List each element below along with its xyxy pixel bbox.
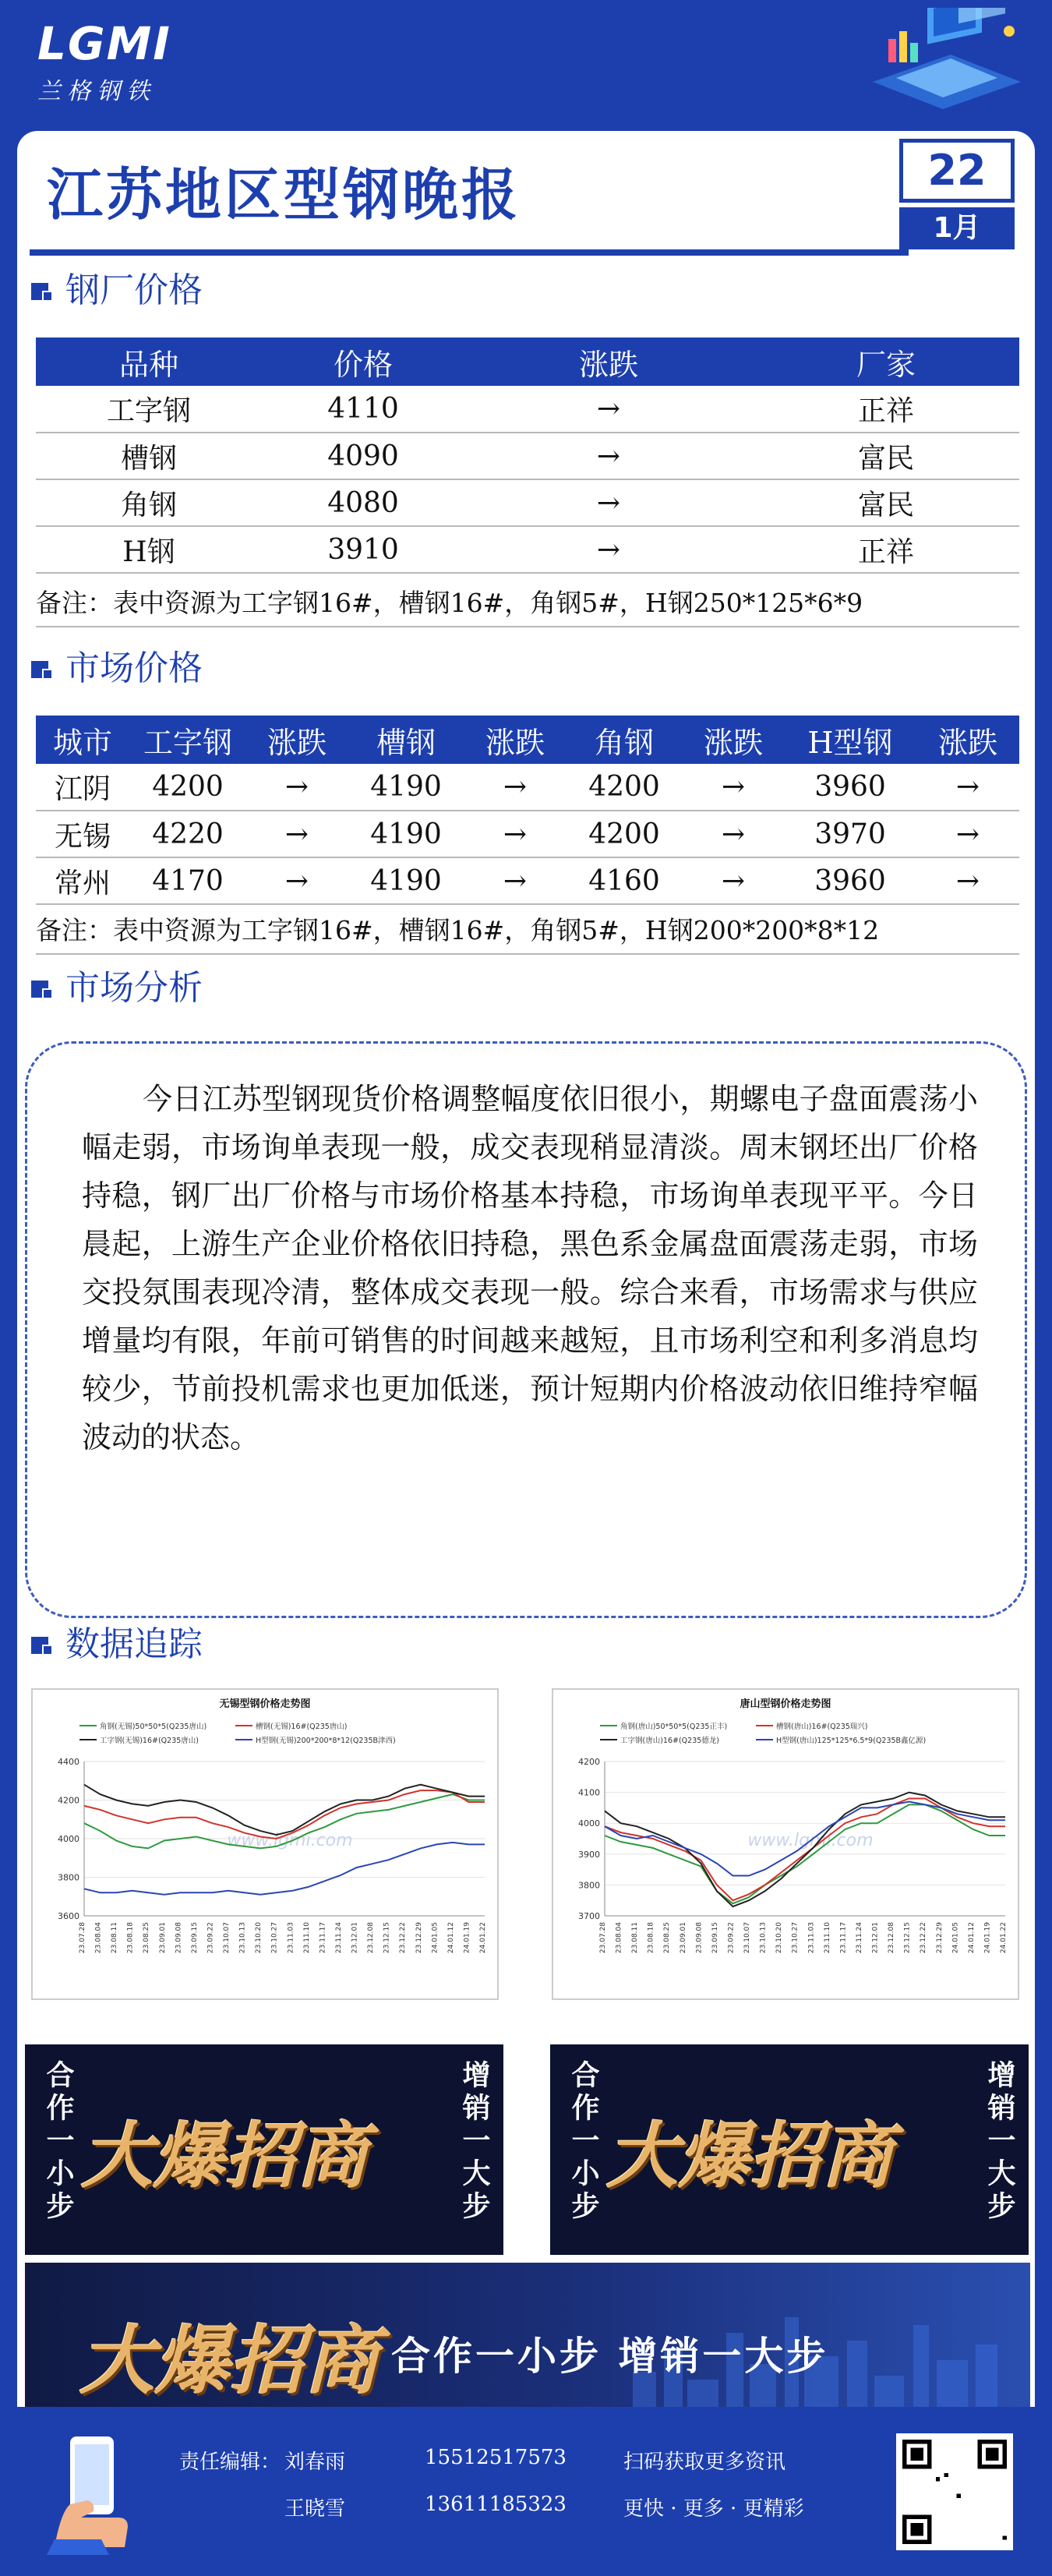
x-tick-label: 23.11.03	[287, 1922, 295, 1954]
y-tick-label: 3700	[578, 1911, 600, 1921]
promo-headline: 大爆招商	[606, 2114, 894, 2198]
table-cell: 4190	[348, 764, 464, 811]
hand-phone-icon	[47, 2430, 140, 2555]
table-cell: →	[464, 811, 566, 857]
report-panel	[17, 131, 1035, 2407]
y-tick-label: 4100	[578, 1787, 600, 1798]
x-tick-label: 24.01.12	[967, 1922, 976, 1954]
table-cell: →	[464, 479, 753, 526]
table-cell: →	[916, 764, 1019, 811]
table-cell: 3960	[784, 857, 916, 904]
x-tick-label: 23.10.27	[270, 1922, 279, 1954]
editor-name: 刘春雨	[284, 2451, 346, 2474]
column-header: 涨跌	[683, 716, 784, 764]
date-day: 22	[899, 139, 1015, 203]
x-tick-label: 23.12.01	[351, 1922, 359, 1954]
logo-wordmark: LGMI	[37, 17, 171, 70]
x-tick-label: 23.10.13	[238, 1922, 247, 1954]
x-tick-label: 24.01.05	[431, 1922, 440, 1954]
table-row	[36, 479, 1019, 526]
qr-code[interactable]	[896, 2433, 1013, 2550]
analysis-text: 今日江苏型钢现货价格调整幅度依旧很小，期螺电子盘面震荡小幅走弱，市场询单表现一般，成交表现稍显清淡。周末钢坯出厂价格持稳，钢厂出厂价格与市场价格基本持稳，市场询单表现平平。今日晨起，上游生产企业价格依旧持稳，黑色系金属盘面震荡走弱，市场交投氛围表现冷清，整体成交表现一般。综合来看，市场需求与供应增量均有限，年前可销售的时间越来越短，且市场利空和利多消息均较少，节前投机需求也更加低迷，预计短期内价格波动依旧维持窄幅波动的状态。	[82, 1082, 978, 1454]
table-cell: 无锡	[36, 811, 129, 857]
qr-finder	[911, 2523, 923, 2535]
x-tick-label: 23.12.15	[383, 1922, 391, 1954]
table-cell: →	[464, 764, 566, 811]
column-header: 涨跌	[246, 716, 348, 764]
x-tick-label: 23.10.20	[255, 1922, 263, 1954]
x-tick-label: 23.11.10	[823, 1922, 831, 1954]
table-cell: 4200	[129, 764, 246, 811]
tech-illustration	[842, 8, 1036, 125]
page-header	[0, 0, 1052, 133]
x-tick-label: 23.09.15	[711, 1922, 719, 1954]
table-cell: 3970	[784, 811, 916, 857]
y-tick-label: 3800	[58, 1872, 79, 1883]
x-tick-label: 23.09.01	[679, 1922, 687, 1954]
x-tick-label: 23.07.28	[599, 1922, 607, 1954]
chart-watermark: www.lgmi.com	[227, 1831, 353, 1850]
x-tick-label: 23.10.20	[775, 1922, 784, 1954]
promo-right-vertical: 增销一大步	[458, 2060, 491, 2224]
column-header: 涨跌	[916, 716, 1019, 764]
editor-phone: 13611185323	[425, 2493, 567, 2516]
scan-hint: 扫码获取更多资讯	[623, 2451, 786, 2474]
table-cell: →	[683, 857, 784, 904]
column-header: 涨跌	[464, 716, 566, 764]
x-tick-label: 23.08.25	[143, 1922, 151, 1954]
table-cell: →	[464, 857, 566, 904]
column-header: 涨跌	[464, 337, 753, 386]
x-tick-label: 23.11.24	[855, 1922, 863, 1954]
table-cell: 富民	[753, 479, 1019, 526]
legend-label: H型钢(无锡)200*200*8*12(Q235B津西)	[256, 1737, 396, 1745]
logo-cn-name: 兰格钢铁	[37, 78, 156, 105]
bullet-square-icon	[42, 988, 53, 999]
editor-phone: 15512517573	[425, 2446, 567, 2469]
column-header: 角钢	[566, 716, 683, 764]
legend-label: 槽钢(唐山)16#(Q235瑞兴)	[776, 1723, 868, 1731]
x-tick-label: 23.11.03	[807, 1922, 816, 1954]
x-tick-label: 24.01.19	[983, 1922, 992, 1954]
bullet-square-icon	[42, 1645, 53, 1655]
x-tick-label: 23.12.01	[871, 1922, 880, 1954]
table-cell: →	[916, 857, 1019, 904]
table-cell: 4190	[348, 811, 464, 857]
legend-label: H型钢(唐山)125*125*6.5*9(Q235B鑫亿源)	[776, 1737, 927, 1745]
market-price-table	[36, 716, 1019, 905]
column-header: 价格	[262, 337, 464, 386]
chart-title: 唐山型钢价格走势图	[740, 1698, 831, 1710]
table-cell: 江阴	[36, 764, 129, 811]
table-cell: 正祥	[753, 526, 1019, 573]
bullet-square-icon	[42, 291, 53, 302]
page-footer	[0, 2407, 1052, 2576]
table-cell: →	[916, 811, 1019, 857]
y-tick-label: 4200	[578, 1757, 600, 1767]
x-tick-label: 24.01.22	[479, 1922, 487, 1954]
x-tick-label: 23.09.08	[695, 1922, 704, 1954]
brand-logo[interactable]	[37, 17, 170, 103]
legend-label: 工字钢(无锡)16#(Q235唐山)	[100, 1737, 199, 1745]
y-tick-label: 4200	[58, 1795, 79, 1806]
qr-finder	[911, 2448, 923, 2461]
qr-module	[936, 2477, 940, 2481]
table-cell: 4080	[262, 479, 464, 526]
x-tick-label: 24.01.12	[447, 1922, 455, 1954]
table-cell: H钢	[36, 526, 262, 573]
date-badge	[899, 139, 1015, 248]
editor-name: 王晓雪	[284, 2497, 346, 2521]
qr-module	[944, 2473, 948, 2477]
x-tick-label: 23.11.10	[302, 1922, 311, 1954]
table-cell: 工字钢	[36, 386, 262, 433]
table-cell: →	[464, 526, 753, 573]
x-tick-label: 23.08.18	[647, 1922, 655, 1954]
chart-tangshan-svg	[553, 1690, 1018, 1998]
x-tick-label: 23.12.22	[399, 1922, 408, 1954]
table-cell: 4110	[262, 386, 464, 433]
chart-wuxi-svg	[33, 1690, 497, 1998]
y-tick-label: 4400	[58, 1757, 79, 1767]
x-tick-label: 24.01.19	[463, 1922, 471, 1954]
table-cell: 正祥	[753, 386, 1019, 433]
table-cell: 4170	[129, 857, 246, 904]
x-tick-label: 23.12.08	[367, 1922, 376, 1954]
analysis-box	[25, 1041, 1027, 1618]
qr-module	[957, 2494, 961, 2498]
table-cell: 3910	[262, 526, 464, 573]
y-tick-label: 3800	[578, 1880, 600, 1891]
table-cell: 3960	[784, 764, 916, 811]
promo-banner-left[interactable]	[25, 2044, 503, 2255]
table-row	[36, 764, 1019, 811]
table-row	[36, 811, 1019, 857]
table-cell: 4090	[262, 433, 464, 479]
qr-code-pattern	[902, 2440, 1007, 2544]
promo-banner-right[interactable]	[550, 2044, 1029, 2255]
x-tick-label: 23.11.17	[839, 1922, 848, 1954]
x-tick-label: 23.08.25	[663, 1922, 672, 1954]
qr-finder	[986, 2448, 998, 2461]
x-tick-label: 23.08.11	[631, 1922, 640, 1954]
column-header: 槽钢	[348, 716, 464, 764]
section-title: 钢厂价格	[65, 270, 203, 310]
x-tick-label: 23.10.27	[791, 1922, 800, 1954]
title-underline	[30, 249, 909, 256]
legend-label: 角钢(无锡)50*50*5(Q235唐山)	[100, 1723, 207, 1731]
y-tick-label: 4000	[578, 1818, 600, 1829]
y-tick-label: 3900	[578, 1849, 600, 1860]
bullet-square-icon	[42, 669, 53, 680]
promo-headline: 大爆招商	[79, 2316, 379, 2405]
table-cell: 富民	[753, 433, 1019, 479]
promo-headline: 大爆招商	[81, 2114, 369, 2198]
x-tick-label: 23.09.15	[190, 1922, 199, 1954]
column-header: 城市	[36, 716, 129, 764]
table-cell: →	[683, 764, 784, 811]
promo-right-vertical: 增销一大步	[983, 2060, 1016, 2224]
x-tick-label: 23.11.17	[319, 1922, 327, 1954]
x-tick-label: 23.12.22	[920, 1922, 928, 1954]
x-tick-label: 23.10.07	[223, 1922, 231, 1954]
promo-left-vertical: 合作一小步	[567, 2060, 600, 2224]
x-tick-label: 23.12.29	[935, 1922, 944, 1954]
y-tick-label: 3600	[58, 1911, 79, 1921]
y-tick-label: 4000	[58, 1834, 79, 1844]
chart-watermark: www.lgmi.com	[747, 1831, 874, 1850]
legend-label: 角钢(唐山)50*50*5(Q235正丰)	[620, 1723, 728, 1731]
x-tick-label: 23.08.04	[94, 1922, 103, 1954]
x-tick-label: 23.09.22	[207, 1922, 215, 1954]
table-row	[36, 433, 1019, 479]
chart-wuxi	[31, 1688, 499, 2000]
footer-tagline: 更快 · 更多 · 更精彩	[623, 2497, 804, 2521]
x-tick-label: 23.08.18	[126, 1922, 135, 1954]
market-note: 备注：表中资源为工字钢16#，槽钢16#，角钢5#，H钢200*200*8*12	[36, 915, 880, 945]
date-month: 1月	[899, 207, 1015, 249]
chart-tangshan	[552, 1688, 1019, 2000]
table-cell: →	[464, 433, 753, 479]
x-tick-label: 23.08.11	[111, 1922, 119, 1954]
table-cell: 4160	[566, 857, 683, 904]
table-cell: 4200	[566, 811, 683, 857]
table-row	[36, 386, 1019, 433]
divider	[36, 953, 1019, 955]
promo-slogan: 合作一小步 增销一大步	[391, 2333, 829, 2379]
table-cell: →	[246, 811, 348, 857]
table-row	[36, 526, 1019, 573]
qr-module	[1003, 2535, 1007, 2539]
table-cell: →	[683, 811, 784, 857]
mill-price-table	[36, 337, 1019, 574]
column-header: 工字钢	[129, 716, 246, 764]
x-tick-label: 24.01.05	[951, 1922, 960, 1954]
table-cell: 4200	[566, 764, 683, 811]
table-cell: 4220	[129, 811, 246, 857]
table-cell: 4190	[348, 857, 464, 904]
x-tick-label: 23.10.07	[743, 1922, 752, 1954]
table-header-row	[36, 716, 1019, 764]
x-tick-label: 23.12.29	[415, 1922, 423, 1954]
column-header: 品种	[36, 337, 262, 386]
title-bar	[17, 131, 1035, 248]
legend-label: 槽钢(无锡)16#(Q235唐山)	[256, 1723, 348, 1731]
x-tick-label: 23.10.13	[759, 1922, 768, 1954]
table-header-row	[36, 337, 1019, 386]
column-header: H型钢	[784, 716, 916, 764]
x-tick-label: 23.08.04	[615, 1922, 623, 1954]
table-row	[36, 857, 1019, 904]
x-tick-label: 23.09.08	[175, 1922, 183, 1954]
section-title: 数据追踪	[65, 1624, 203, 1664]
table-cell: 常州	[36, 857, 129, 904]
table-cell: →	[464, 386, 753, 433]
series-line	[84, 1785, 485, 1835]
x-tick-label: 23.09.22	[727, 1922, 736, 1954]
promo-left-vertical: 合作一小步	[42, 2060, 75, 2224]
divider	[36, 626, 1019, 627]
table-cell: 角钢	[36, 479, 262, 526]
table-cell: 槽钢	[36, 433, 262, 479]
table-cell: →	[246, 857, 348, 904]
table-cell: →	[246, 764, 348, 811]
chart-title: 无锡型钢价格走势图	[219, 1698, 311, 1710]
mill-note: 备注：表中资源为工字钢16#，槽钢16#，角钢5#，H钢250*125*6*9	[36, 588, 863, 618]
section-title: 市场价格	[65, 648, 203, 688]
x-tick-label: 23.12.08	[888, 1922, 896, 1954]
x-tick-label: 24.01.22	[1000, 1922, 1008, 1954]
editor-label: 责任编辑：	[179, 2451, 281, 2474]
section-title: 市场分析	[65, 968, 203, 1008]
x-tick-label: 23.12.15	[903, 1922, 912, 1954]
legend-label: 工字钢(唐山)16#(Q235德龙)	[620, 1737, 719, 1745]
x-tick-label: 23.07.28	[79, 1922, 86, 1954]
report-title: 江苏地区型钢晚报	[47, 161, 521, 228]
column-header: 厂家	[753, 337, 1019, 386]
x-tick-label: 23.09.01	[158, 1922, 167, 1954]
x-tick-label: 23.11.24	[334, 1922, 343, 1954]
